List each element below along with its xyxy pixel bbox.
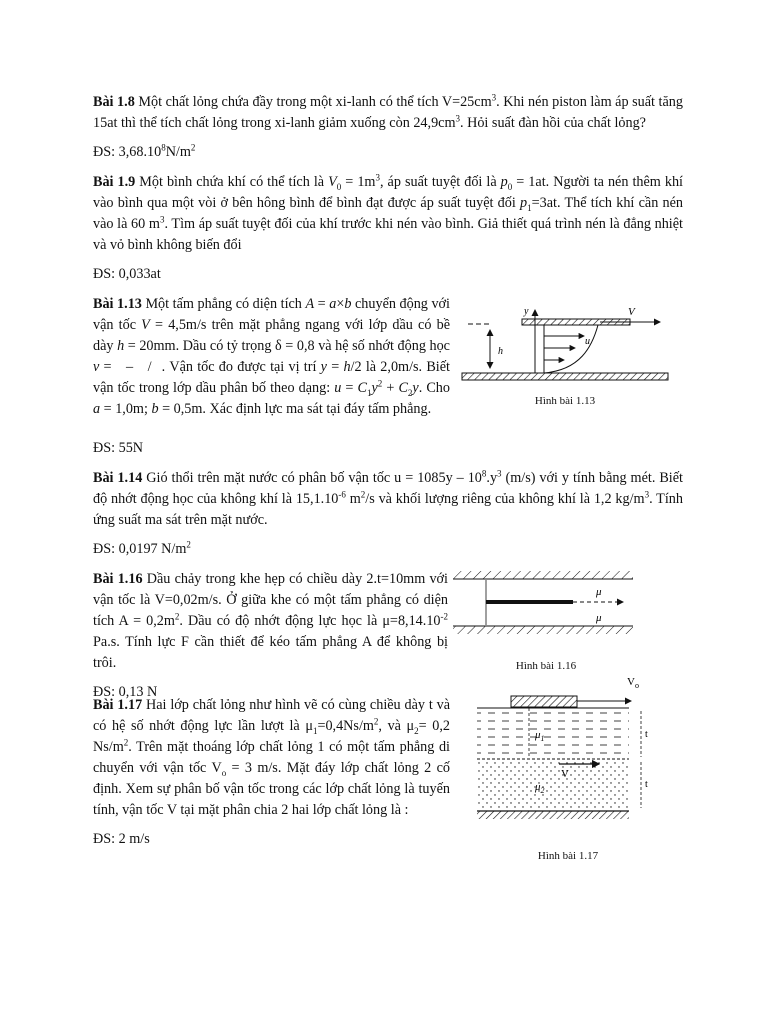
problem-1-17: Bài 1.17 Hai lớp chất lỏng như hình vẽ có cùng chiều dày t và có hệ số nhớt động lực lần lượt là $\mu_1=0,4Ns/m^2$, và $\mu_2= 0,2$ $Ns/m^2$. Trên mặt thoáng lớp chất lỏng 1 có một tấm phẳng di chuyển với vận tốc $V_o = 3$ m/s. Mặt đáy lớp chất lỏng 2 cố định. Xem sự phân bố vận tốc trong các lớp chất lỏng là tuyến tính, vận tốc V tại mặt phân chia 2 hai lớp chất lỏng là : [93,697,450,818]
label-t-top: t [645,729,648,740]
document-page [93,92,683,895]
figure-caption: Hình bài 1.13 [534,395,596,407]
problem-label: Bài 1.17 [93,697,143,713]
narrow-gap-diagram [451,571,636,641]
problem-label: Bài 1.13 [93,296,142,312]
label-mu-bottom: μ [596,612,602,624]
problem-label: Bài 1.14 [93,470,143,486]
answer-1-8: ĐS: $3,68.10^8N/m^2$ [93,142,196,160]
problem-1-9: Bài 1.9 Một bình chứa khí có thể tích là $V_0 = 1m^3$, áp suất tuyệt đối là $p_0 = 1at$. Người ta nén thêm khí vào bình qua một vòi ở bên hông bình để bình đạt được áp suất tuyệt đối $p_1=3at$. Thể tích khí cần nén vào là 60 $m^3$. Tìm áp suất tuyệt đối của khí trước khi nén vào bình. Giả thiết quá trình nén là đẳng nhiệt và vỏ bình không biến đổi [93,172,683,253]
problem-label: Bài 1.16 [93,571,143,587]
label-mu-top: μ [596,586,602,598]
problem-1-16: Bài 1.16 Dầu chảy trong khe hẹp có chiều dày 2.t=10mm với vận tốc là V=0,02m/s. Ở giữa khe có một tấm phẳng có diện tích $A = 0,2m^2$. Dầu có độ nhớt động lực học là $\mu=8,14.10^{-2}$ Pa.s. Tính lực F cần thiết để kéo tấm phẳng A để không bị trôi. [93,571,449,671]
figure-1-16 [451,571,641,677]
label-y: y [524,306,529,317]
two-layer-fluid-diagram [473,669,658,839]
answer-1-17: ĐS: 2 m/s [93,831,150,847]
answer-1-13: ĐS: 55N [93,440,144,456]
label-V: V [561,768,569,780]
answer-1-16: ĐS: 0,13 N [93,684,158,700]
answer-1-14: ĐS: 0,0197 $N/m^2$ [93,539,191,557]
figure-1-17 [473,669,663,867]
figure-1-13 [460,302,670,412]
label-u: u [585,336,590,347]
label-h: h [498,346,503,357]
problem-1-8: Bài 1.8 Một chất lỏng chứa đầy trong một xi-lanh có thể tích $V=25cm^3$. Khi nén piston làm áp suất tăng 15at thì thể tích chất lỏng trong xi-lanh giảm xuống còn $24,9cm^3$. Hỏi suất đàn hồi của chất lỏng? [93,92,683,131]
label-mu1: $\mu_1$ [535,729,545,743]
problem-1-13-block [93,294,683,436]
label-mu2: $\mu_2$ [535,781,545,795]
problem-1-13: Bài 1.13 Một tấm phẳng có diện tích A = a×b chuyển động với vận tốc V = 4,5m/s trên mặt phẳng ngang với lớp dầu có bề dày h = 20mm. Dầu có tỷ trọng δ = 0,8 và hệ số nhớt động học ν = – / . Vận tốc đo được tại vị trí y = h/2 là 2,0m/s. Biết vận tốc trong lớp dầu phân bố theo dạng: $u = C_1y^2 + C_2y$. Cho a = 1,0m; b = 0,5m. Xác định lực ma sát tại đáy tấm phẳng. [93,296,450,417]
problem-1-14: Bài 1.14 Gió thổi trên mặt nước có phân bố vận tốc $u = 1085y - 10^8.y^3$ (m/s) với y tính bằng mét. Biết độ nhớt động học của không khí là $15,1.10^{-6}$ $m^2/s$ và khối lượng riêng của không khí là 1,2 $kg/m^3$. Tính ứng suất ma sát trên mặt nước. [93,468,683,528]
plate-velocity-diagram [460,302,670,382]
label-Vo: $V_o$ [627,676,639,690]
label-V: V [628,306,635,318]
label-t-bottom: t [645,779,648,790]
problem-label: Bài 1.9 [93,174,136,190]
figure-caption: Hình bài 1.16 [515,660,577,672]
answer-1-9: ĐS: 0,033at [93,266,161,282]
problem-label: Bài 1.8 [93,94,135,110]
figure-caption: Hình bài 1.17 [537,850,599,862]
